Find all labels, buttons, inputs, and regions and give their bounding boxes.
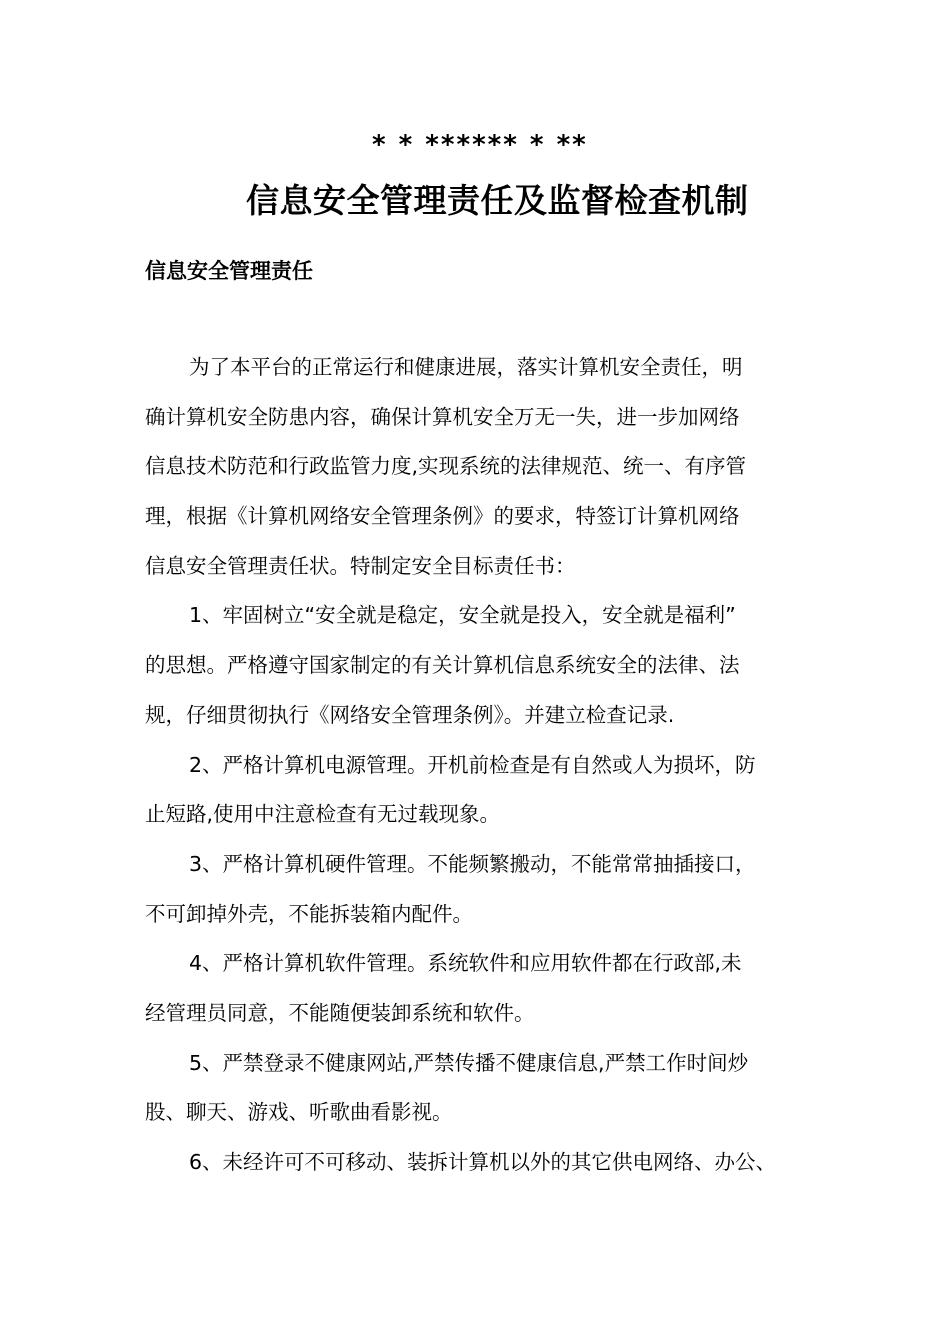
list-item-line: 6、未经许可不可移动、装拆计算机以外的其它供电网络、办公、	[189, 1150, 777, 1174]
list-item-line: 规，仔细贯彻执行《网络安全管理条例》。并建立检查记录.	[145, 702, 675, 727]
decorative-stars: * * ****** * **	[372, 130, 588, 160]
list-item-line: 止短路,使用中注意检查有无过载现象。	[145, 802, 501, 827]
document-title: 信息安全管理责任及监督检查机制	[246, 181, 749, 220]
list-item-line: 3、严格计算机硬件管理。不能频繁搬动，不能常常抽插接口，	[189, 851, 756, 876]
section-heading: 信息安全管理责任	[145, 259, 313, 283]
paragraph-line: 信息安全管理责任状。特制定安全目标责任书：	[145, 553, 576, 578]
list-item-line: 经管理员同意，不能随便装卸系统和软件。	[145, 1000, 535, 1025]
paragraph-line: 信息技术防范和行政监管力度,实现系统的法律规范、统一、有序管	[145, 454, 747, 479]
list-item-line: 不可卸掉外壳，不能拆装箱内配件。	[145, 901, 473, 926]
paragraph-line: 理，根据《计算机网络安全管理条例》的要求，特签订计算机网络	[145, 504, 740, 529]
body-text	[145, 349, 825, 1194]
list-item-line: 4、严格计算机软件管理。系统软件和应用软件都在行政部,未	[189, 951, 742, 976]
paragraph-line: 确计算机安全防患内容，确保计算机安全万无一失，进一步加网络	[145, 404, 740, 429]
list-item-line: 股、聊天、游戏、听歌曲看影视。	[145, 1100, 453, 1125]
list-item-line: 5、严禁登录不健康网站,严禁传播不健康信息,严禁工作时间炒	[189, 1050, 749, 1075]
paragraph-line: 为了本平台的正常运行和健康进展，落实计算机安全责任，明	[189, 355, 743, 379]
list-item-line: 1、牢固树立“安全就是稳定，安全就是投入，安全就是福利”	[189, 603, 736, 628]
list-item-line: 的思想。严格遵守国家制定的有关计算机信息系统安全的法律、法	[145, 653, 740, 678]
list-item-line: 2、严格计算机电源管理。开机前检查是有自然或人为损坏，防	[189, 752, 756, 777]
